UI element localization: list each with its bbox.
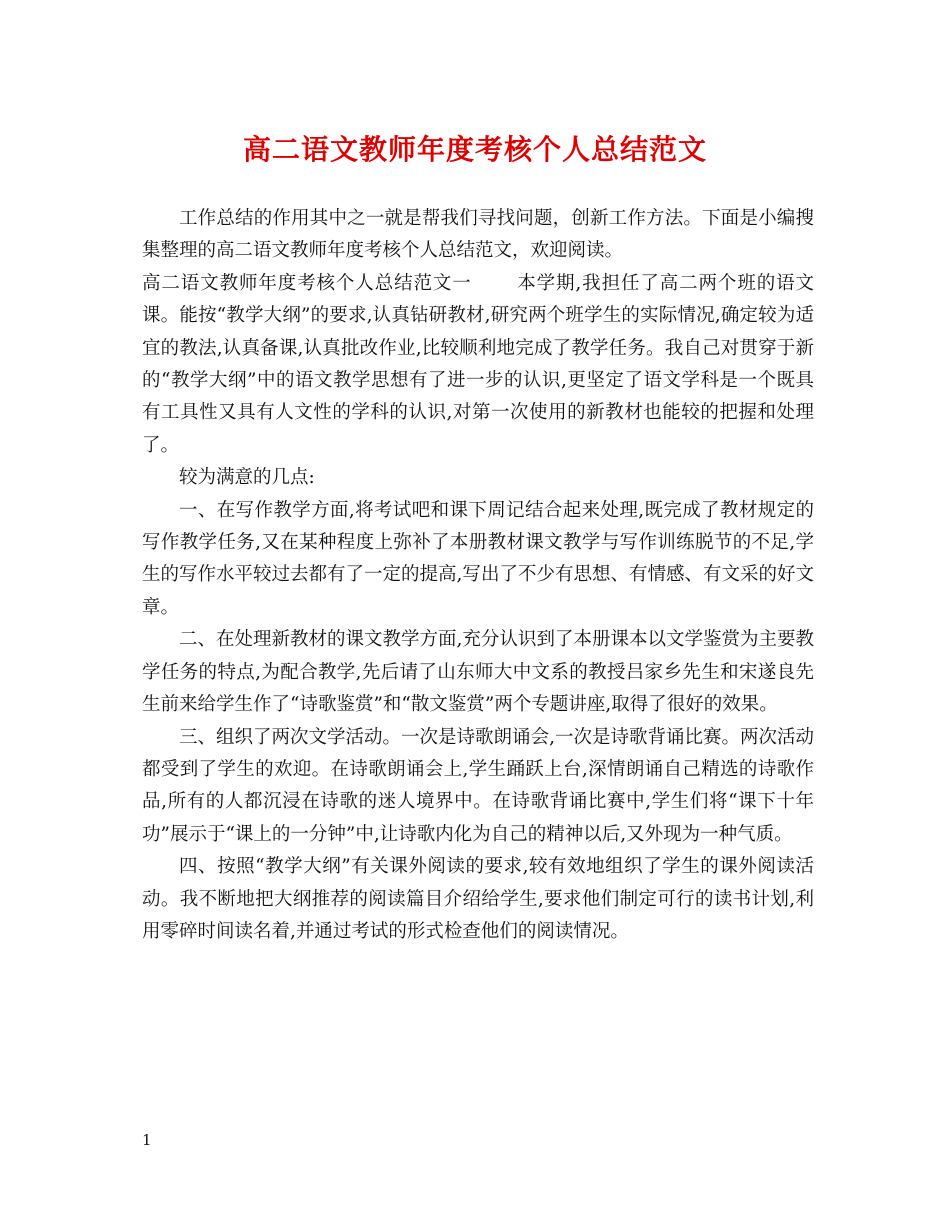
document-title: 高二语文教师年度考核个人总结范文 [242,133,707,166]
page-number: 1 [142,1131,152,1149]
satisfied-heading: 较为满意的几点: [179,467,315,489]
intro-paragraph: 工作总结的作用其中之一就是帮我们寻找问题，创新工作方法。下面是小编搜集整理的高二语文教师年度考核个人总结范文，欢迎阅读。 [142,208,814,262]
point-paragraph-1: 一、在写作教学方面,将考试吧和课下周记结合起来处理,既完成了教材规定的写作教学任务,又在某种程度上弥补了本册教材课文教学与写作训练脱节的不足,学生的写作水平较过去都有了一定的提高,写出了不少有思想、有情感、有文采的好文章。 [142,499,814,618]
section-paragraph [142,268,814,462]
document-body [142,203,814,948]
point-paragraph-3: 三、组织了两次文学活动。一次是诗歌朗诵会,一次是诗歌背诵比赛。两次活动都受到了学生的欢迎。在诗歌朗诵会上,学生踊跃上台,深情朗诵自己精选的诗歌作品,所有的人都沉浸在诗歌的迷人境界中。在诗歌背诵比赛中,学生们将“课下十年功”展示于“课上的一分钟”中,让诗歌内化为自己的精神以后,又外现为一种气质。 [142,726,814,845]
point-paragraph-4: 四、按照“教学大纲”有关课外阅读的要求,较有效地组织了学生的课外阅读活动。我不断地把大纲推荐的阅读篇目介绍给学生,要求他们制定可行的读书计划,利用零碎时间读名着,并通过考试的形式检查他们的阅读情况。 [142,856,814,942]
paragraph-first: 本学期,我担任了高二两个班的语文课。能按“教学大纲”的要求,认真钻研教材,研究两个班学生的实际情况,确定较为适宜的教法,认真备课,认真批改作业,比较顺利地完成了教学任务。我自己对贯穿于新的“教学大纲”中的语文教学思想有了进一步的认识,更坚定了语文学科是一个既具有工具性又具有人文性的学科的认识,对第一次使用的新教材也能较的把握和处理了。 [142,272,814,456]
section-gap [472,273,518,294]
point-paragraph-2: 二、在处理新教材的课文教学方面,充分认识到了本册课本以文学鉴赏为主要教学任务的特点,为配合教学,先后请了山东师大中文系的教授吕家乡先生和宋遂良先生前来给学生作了“诗歌鉴赏”和“散文鉴赏”两个专题讲座,取得了很好的效果。 [142,629,814,716]
section-heading: 高二语文教师年度考核个人总结范文一 [142,272,472,294]
